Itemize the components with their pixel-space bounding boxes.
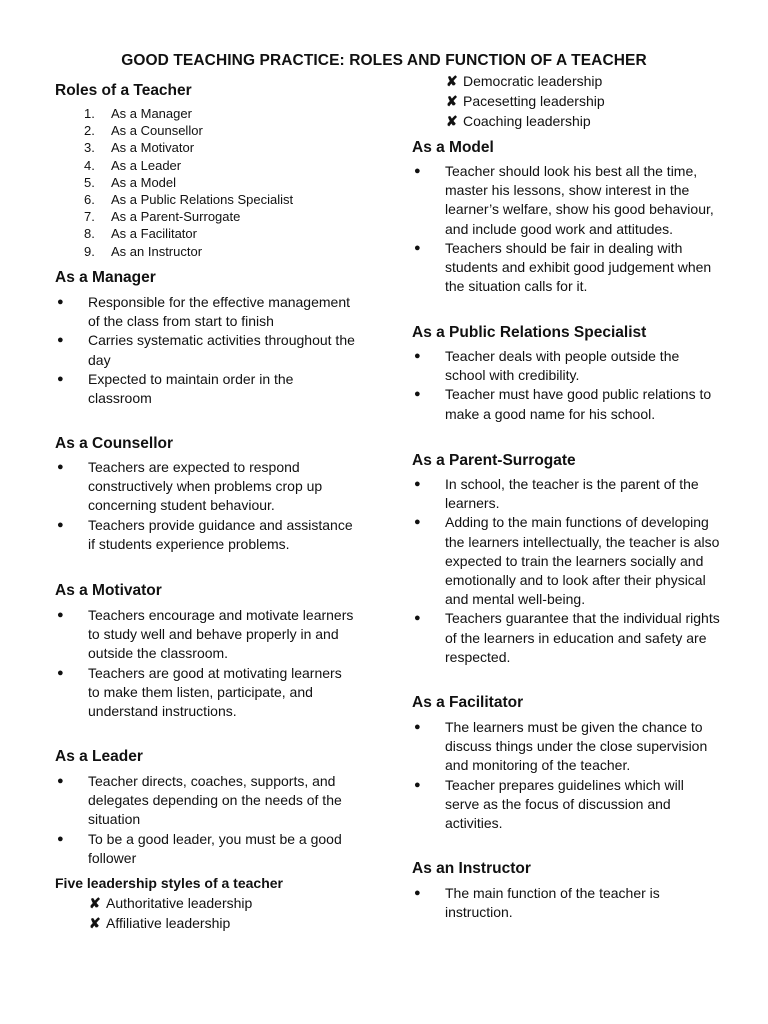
list-item: ● Teachers are good at motivating learners to make them listen, participate, and understand instructions. [57, 664, 342, 720]
manager-list [55, 293, 360, 408]
list-item: ● Teacher deals with people outside the school with credibility. [414, 348, 680, 384]
model-heading: As a Model [412, 139, 494, 156]
list-item: ● To be a good leader, you must be a good follower [57, 830, 342, 866]
list-item: ● The learners must be given the chance to discuss things under the close supervision and monitoring of the teacher. [414, 719, 708, 774]
list-item: ● The main function of the teacher is instruction. [414, 885, 660, 921]
list-item: ● Teacher directs, coaches, supports, and delegates depending on the needs of the situation [57, 773, 342, 828]
parent-heading: As a Parent-Surrogate [412, 452, 576, 469]
styles-list-a [89, 894, 252, 934]
list-item: ✘ Democratic leadership [446, 72, 605, 92]
list-item: ✘ Authoritative leadership [89, 894, 252, 914]
counsellor-heading: As a Counsellor [55, 435, 173, 452]
cross-icon: ✘ [446, 92, 458, 109]
cross-icon: ✘ [89, 895, 101, 911]
cross-icon: ✘ [446, 112, 458, 129]
list-item: ● Teachers encourage and motivate learners to study well and behave properly in and outside the classroom. [57, 607, 354, 662]
list-item: ● Teacher prepares guidelines which will serve as the focus of discussion and activities. [414, 776, 684, 832]
list-item: ✘ Pacesetting leadership [446, 92, 605, 112]
list-item: ● Teacher should look his best all the time, master his lessons, show interest in the learner’s welfare, show his good behaviour, and include good work and attitudes. [414, 163, 714, 237]
list-item: ● Carries systematic activities throughout the day [57, 332, 355, 368]
list-item: ✘ Affiliative leadership [89, 914, 252, 934]
pr-heading: As a Public Relations Specialist [412, 324, 647, 341]
instructor-list [412, 884, 712, 922]
roles-heading: Roles of a Teacher [55, 82, 192, 99]
parent-list [412, 475, 722, 667]
list-item: ● Teachers guarantee that the individual rights of the learners in education and safety are respected. [414, 610, 720, 665]
list-item: ● Teachers should be fair in dealing with students and exhibit good judgement when the situation calls for it. [414, 239, 712, 295]
page-title: GOOD TEACHING PRACTICE: ROLES AND FUNCTION OF A TEACHER [121, 52, 647, 69]
instructor-heading: As an Instructor [412, 860, 531, 877]
styles-list-b [446, 72, 605, 131]
list-item: ● Responsible for the effective management of the class from start to finish [57, 294, 351, 330]
list-item: ● Teacher must have good public relations to make a good name for his school. [414, 386, 712, 422]
list-item: ● Adding to the main functions of developing the learners intellectually, the teacher is also expected to train the learners socially and emotionally and to look after their physical and mental well-being. [414, 514, 720, 608]
list-item: ● Teachers provide guidance and assistance if students experience problems. [57, 516, 353, 552]
pr-list [412, 347, 712, 424]
leader-heading: As a Leader [55, 748, 143, 765]
list-item: ✘ Coaching leadership [446, 112, 605, 132]
list-item: ● Teachers are expected to respond constructively when problems crop up concerning student behaviour. [57, 459, 323, 514]
counsellor-list [55, 458, 355, 554]
cross-icon: ✘ [446, 73, 458, 89]
cross-icon: ✘ [89, 914, 101, 931]
model-list [412, 162, 717, 296]
facilitator-heading: As a Facilitator [412, 694, 524, 711]
motivator-list [55, 606, 355, 721]
list-item: ● In school, the teacher is the parent of the learners. [414, 476, 699, 512]
manager-heading: As a Manager [55, 269, 156, 286]
facilitator-list [412, 718, 717, 833]
motivator-heading: As a Motivator [55, 582, 162, 599]
styles-heading: Five leadership styles of a teacher [55, 875, 283, 891]
leader-list [55, 772, 360, 868]
list-item: ● Expected to maintain order in the classroom [57, 370, 294, 407]
